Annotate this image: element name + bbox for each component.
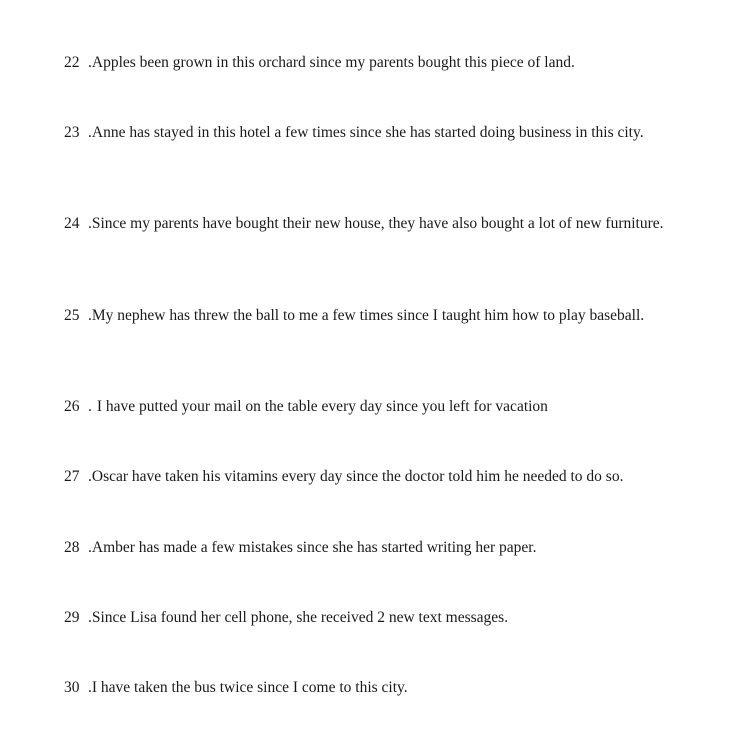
list-item — [64, 537, 684, 558]
list-item — [64, 466, 684, 487]
item-sentence: Amber has made a few mistakes since she has started writing her paper. — [91, 539, 537, 556]
item-separator: . — [88, 54, 92, 71]
list-item — [64, 607, 684, 628]
item-sentence: Oscar have taken his vitamins every day since the doctor told him he needed to do so. — [91, 468, 624, 485]
item-number: 29 — [64, 609, 80, 626]
item-separator: . — [88, 539, 92, 556]
item-sentence: Since my parents have bought their new house, they have also bought a lot of new furniture. — [91, 215, 664, 232]
item-separator: . — [88, 215, 92, 232]
item-separator: . — [88, 307, 92, 324]
item-sentence: Since Lisa found her cell phone, she received 2 new text messages. — [91, 609, 509, 626]
list-item — [64, 396, 684, 417]
item-separator: . — [88, 398, 92, 415]
item-sentence: Anne has stayed in this hotel a few times since she has started doing business in this city. — [91, 124, 644, 141]
item-sentence: I have taken the bus twice since I come to this city. — [91, 679, 408, 696]
item-number: 30 — [64, 679, 80, 696]
list-item — [64, 52, 684, 73]
item-separator: . — [88, 609, 92, 626]
item-number: 23 — [64, 124, 80, 141]
item-sentence: Apples been grown in this orchard since my parents bought this piece of land. — [91, 54, 575, 71]
item-separator: . — [88, 124, 92, 141]
list-item — [64, 305, 684, 326]
item-separator: . — [88, 679, 92, 696]
list-item — [64, 677, 684, 698]
item-number: 26 — [64, 398, 80, 415]
item-number: 28 — [64, 539, 80, 556]
item-number: 27 — [64, 468, 80, 485]
item-number: 22 — [64, 54, 80, 71]
list-item — [64, 122, 684, 143]
item-sentence: I have putted your mail on the table every day since you left for vacation — [96, 398, 548, 415]
item-number: 24 — [64, 215, 80, 232]
item-separator: . — [88, 468, 92, 485]
item-sentence: My nephew has threw the ball to me a few times since I taught him how to play baseball. — [91, 307, 645, 324]
list-item — [64, 213, 684, 234]
item-number: 25 — [64, 307, 80, 324]
